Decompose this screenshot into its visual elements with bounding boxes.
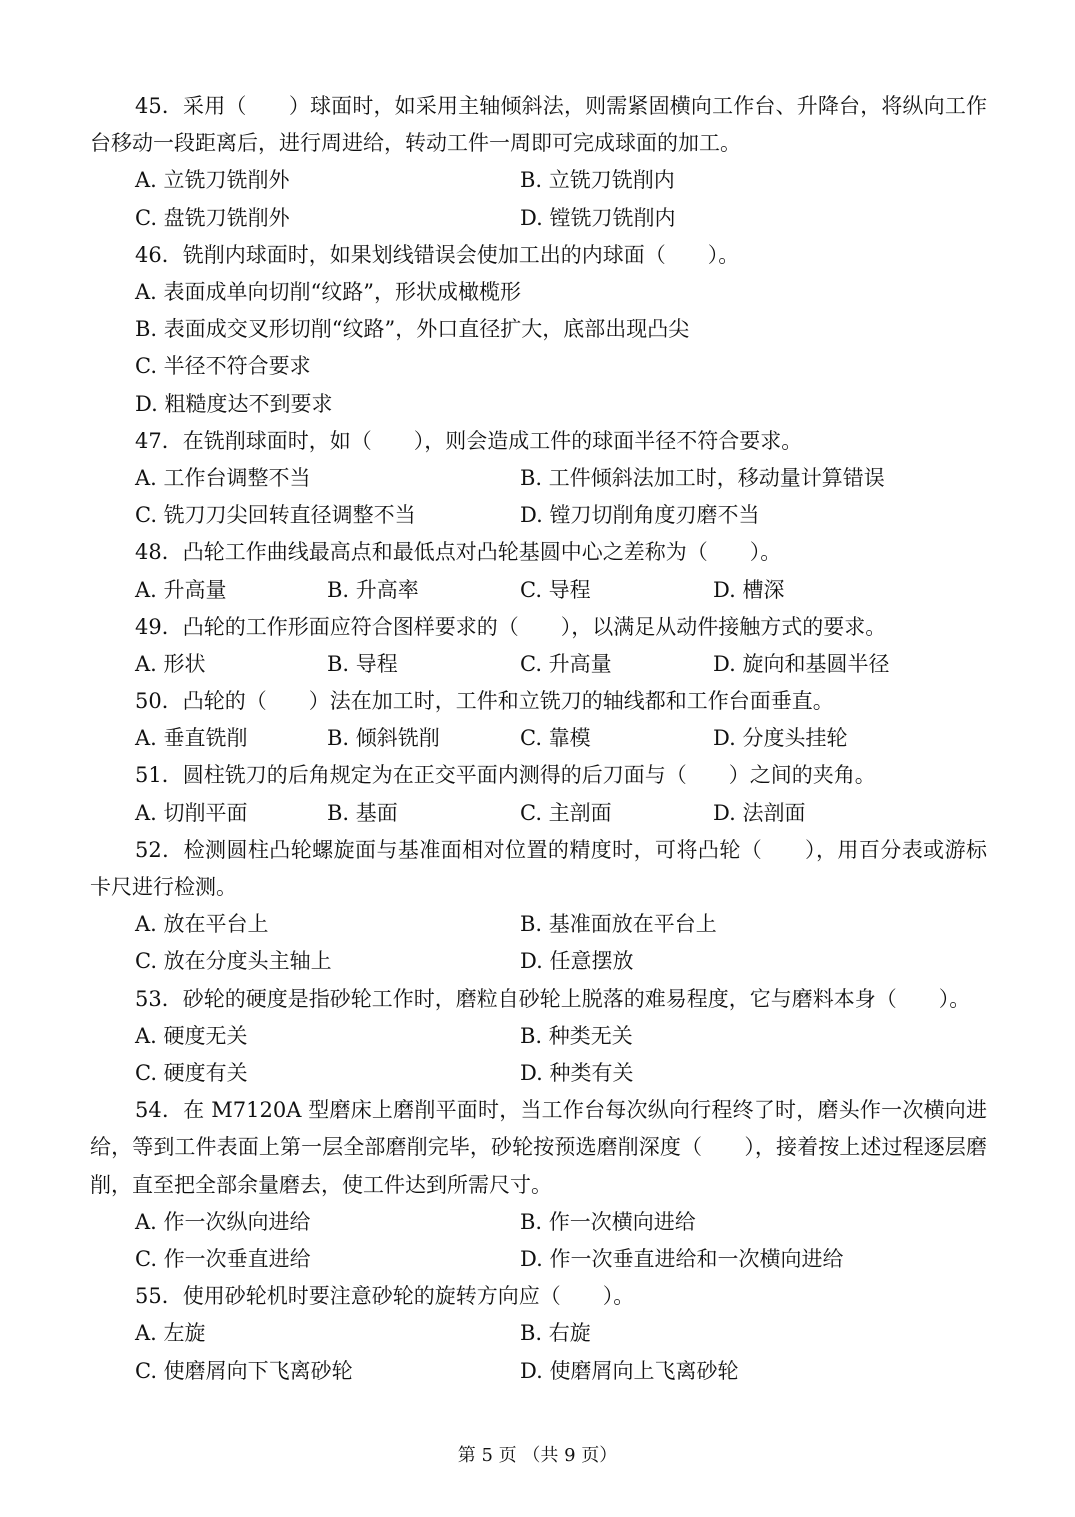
page-number-footer: 第 5 页 （共 9 页） <box>457 1445 618 1466</box>
question-48-option-a: A. 升高量 <box>135 577 227 602</box>
question-52-option-d: D. 任意摆放 <box>520 949 634 974</box>
question-47-options-row-2 <box>90 497 987 534</box>
question-55-option-b: B. 右旋 <box>520 1321 591 1346</box>
question-50-option-c: C. 靠模 <box>520 726 591 751</box>
question-50-stem: 50．凸轮的（ ）法在加工时，工件和立铣刀的轴线都和工作台面垂直。 <box>135 689 834 714</box>
question-55-option-d: D. 使磨屑向上飞离砂轮 <box>520 1358 739 1383</box>
question-47-option-b: B. 工件倾斜法加工时，移动量计算错误 <box>520 465 885 490</box>
question-55-options-row-1 <box>90 1315 987 1352</box>
question-47-stem: 47．在铣削球面时，如（ ），则会造成工件的球面半径不符合要求。 <box>135 428 803 453</box>
question-49-options <box>90 646 987 683</box>
question-53-options-row-2 <box>90 1055 987 1092</box>
question-51-options <box>90 795 987 832</box>
question-54-option-d: D. 作一次垂直进给和一次横向进给 <box>520 1247 844 1272</box>
question-52-options-row-2 <box>90 943 987 980</box>
question-48-stem: 48．凸轮工作曲线最高点和最低点对凸轮基圆中心之差称为（ ）。 <box>135 540 782 565</box>
question-50-option-a: A. 垂直铣削 <box>135 726 248 751</box>
question-46-stem: 46．铣削内球面时，如果划线错误会使加工出的内球面（ ）。 <box>135 242 740 267</box>
question-50-option-d: D. 分度头挂轮 <box>713 726 848 751</box>
question-48-option-c: C. 导程 <box>520 577 591 602</box>
question-52-options-row-1 <box>90 906 987 943</box>
question-45-option-c: C. 盘铣刀铣削外 <box>135 205 290 230</box>
question-45-options-row-2 <box>90 200 987 237</box>
question-51-option-a: A. 切削平面 <box>135 800 248 825</box>
question-52-option-c: C. 放在分度头主轴上 <box>135 949 332 974</box>
question-51-stem: 51．圆柱铣刀的后角规定为在正交平面内测得的后刀面与（ ）之间的夹角。 <box>135 763 876 788</box>
question-53-option-b: B. 种类无关 <box>520 1023 633 1048</box>
question-48-option-d: D. 槽深 <box>713 577 785 602</box>
question-52-option-a: A. 放在平台上 <box>135 912 269 937</box>
question-54-option-c: C. 作一次垂直进给 <box>135 1247 311 1272</box>
question-53-stem: 53．砂轮的硬度是指砂轮工作时，磨粒自砂轮上脱落的难易程度，它与磨料本身（ ）。 <box>135 986 971 1011</box>
question-48-option-b: B. 升高率 <box>327 577 419 602</box>
question-49-option-d: D. 旋向和基圆半径 <box>713 651 890 676</box>
question-54-options-row-2 <box>90 1241 987 1278</box>
question-49-option-c: C. 升高量 <box>520 651 612 676</box>
question-47-option-a: A. 工作台调整不当 <box>135 465 311 490</box>
question-list <box>90 88 987 1390</box>
question-54-stem: 54．在 M7120A 型磨床上磨削平面时，当工作台每次纵向行程终了时，磨头作一次横向进给，等到工件表面上第一层全部磨削完毕，砂轮按预选磨削深度（ ），接着按上述过程逐层磨削，直至把全部余量磨去，使工件达到所需尺寸。 <box>90 1098 987 1197</box>
question-49-option-b: B. 导程 <box>327 651 398 676</box>
question-50-option-b: B. 倾斜铣削 <box>327 726 440 751</box>
question-55-option-c: C. 使磨屑向下飞离砂轮 <box>135 1358 353 1383</box>
question-45-option-a: A. 立铣刀铣削外 <box>135 168 290 193</box>
question-50-options <box>90 720 987 757</box>
question-55-option-a: A. 左旋 <box>135 1321 206 1346</box>
question-52-option-b: B. 基准面放在平台上 <box>520 912 717 937</box>
question-54-option-a: A. 作一次纵向进给 <box>135 1209 311 1234</box>
question-52-stem: 52．检测圆柱凸轮螺旋面与基准面相对位置的精度时，可将凸轮（ ），用百分表或游标卡尺进行检测。 <box>90 837 987 900</box>
question-46-option-c: C. 半径不符合要求 <box>135 354 311 379</box>
question-54-option-b: B. 作一次横向进给 <box>520 1209 696 1234</box>
question-53-options-row-1 <box>90 1018 987 1055</box>
question-47-option-c: C. 铣刀刀尖回转直径调整不当 <box>135 503 416 528</box>
question-51-option-b: B. 基面 <box>327 800 398 825</box>
question-45-stem: 45．采用（ ）球面时，如采用主轴倾斜法，则需紧固横向工作台、升降台，将纵向工作台移动一段距离后，进行周进给，转动工件一周即可完成球面的加工。 <box>90 94 987 156</box>
question-51-option-d: D. 法剖面 <box>713 800 806 825</box>
question-49-stem: 49．凸轮的工作形面应符合图样要求的（ ），以满足从动件接触方式的要求。 <box>135 614 887 639</box>
question-47-option-d: D. 镗刀切削角度刃磨不当 <box>520 503 760 528</box>
question-45-options-row-1 <box>90 162 987 199</box>
question-46-option-a: A. 表面成单向切削“纹路”，形状成橄榄形 <box>135 279 521 304</box>
question-47-options-row-1 <box>90 460 987 497</box>
question-55-options-row-2 <box>90 1353 987 1390</box>
question-45-option-b: B. 立铣刀铣削内 <box>520 168 675 193</box>
question-46-option-b: B. 表面成交叉形切削“纹路”，外口直径扩大，底部出现凸尖 <box>135 317 690 342</box>
question-45-option-d: D. 镗铣刀铣削内 <box>520 205 676 230</box>
question-55-stem: 55．使用砂轮机时要注意砂轮的旋转方向应（ ）。 <box>135 1284 635 1309</box>
question-46-option-d: D. 粗糙度达不到要求 <box>135 391 333 416</box>
question-48-options <box>90 572 987 609</box>
question-53-option-c: C. 硬度有关 <box>135 1061 248 1086</box>
question-51-option-c: C. 主剖面 <box>520 800 612 825</box>
question-54-options-row-1 <box>90 1204 987 1241</box>
question-49-option-a: A. 形状 <box>135 651 206 676</box>
question-53-option-a: A. 硬度无关 <box>135 1023 248 1048</box>
question-53-option-d: D. 种类有关 <box>520 1061 634 1086</box>
